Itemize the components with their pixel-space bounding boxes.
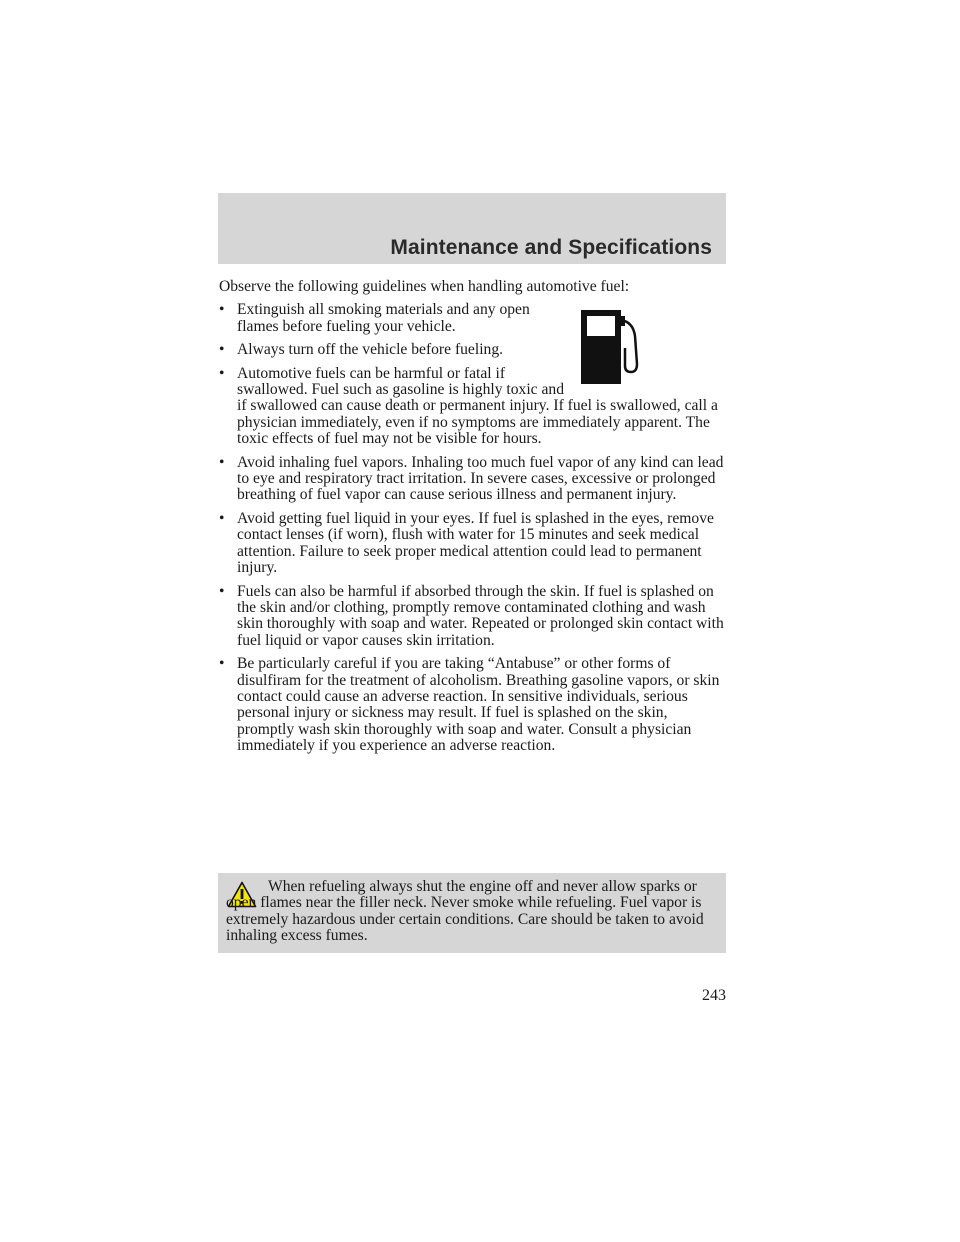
list-item	[219, 511, 727, 577]
warning-box	[218, 873, 726, 953]
list-item-text: Always turn off the vehicle before fueling.	[237, 341, 504, 359]
section-header	[218, 193, 726, 264]
bullet-glyph: •	[219, 453, 225, 471]
bullet-glyph: •	[219, 655, 225, 673]
list-item	[219, 584, 727, 650]
list-item-text: Automotive fuels can be harmful or fatal if swallowed. Fuel such as gasoline is highly toxic and if swallowed can cause death or permanent injury. If fuel is swallowed, call a physician immediately, even if no symptoms are immediately apparent. The toxic effects of fuel may not be visible for hours.	[237, 364, 718, 448]
list-item	[219, 455, 727, 504]
list-item	[219, 302, 727, 335]
bullet-glyph: •	[219, 364, 225, 382]
section-title: Maintenance and Specifications	[390, 236, 712, 259]
list-item-text: Fuels can also be harmful if absorbed through the skin. If fuel is splashed on the skin and/or clothing, promptly remove contaminated clothing and wash skin thoroughly with soap and water. Repeated or prolonged skin contact with fuel liquid or vapor causes skin irritation.	[237, 582, 724, 649]
list-item-text: Avoid getting fuel liquid in your eyes. If fuel is splashed in the eyes, remove contact lenses (if worn), flush with water for 15 minutes and seek medical attention. Failure to seek proper medical attention could lead to permanent injury.	[237, 509, 714, 577]
list-item-text: Avoid inhaling fuel vapors. Inhaling too much fuel vapor of any kind can lead to eye and respiratory tract irritation. In severe cases, excessive or prolonged breathing of fuel vapor can cause serious illness and permanent injury.	[237, 453, 724, 504]
bullet-glyph: •	[219, 341, 225, 359]
list-item-text: Extinguish all smoking materials and any open flames before fueling your vehicle.	[237, 301, 530, 335]
warning-text: When refueling always shut the engine off and never allow sparks or open flames near the filler neck. Never smoke while refueling. Fuel vapor is extremely hazardous under certain conditions. Care should be taken to avoid inhaling excess fumes.	[226, 878, 704, 945]
list-item	[219, 342, 727, 358]
list-item	[219, 366, 727, 448]
page-body	[219, 279, 727, 762]
page-number: 243	[702, 987, 726, 1004]
list-item-text: Be particularly careful if you are taking “Antabuse” or other forms of disulfiram for the treatment of alcoholism. Breathing gasoline vapors, or skin contact could cause an adverse reaction. In sensitive individuals, serious personal injury or sickness may result. If fuel is splashed on the skin, promptly wash skin thoroughly with soap and water. Consult a physician immediately if you experience an adverse reaction.	[237, 655, 720, 755]
bullet-glyph: •	[219, 509, 225, 527]
bullet-list	[219, 302, 727, 754]
bullet-glyph: •	[219, 582, 225, 600]
intro-text: Observe the following guidelines when handling automotive fuel:	[219, 278, 630, 295]
list-item	[219, 656, 727, 754]
bullet-glyph: •	[219, 301, 225, 319]
